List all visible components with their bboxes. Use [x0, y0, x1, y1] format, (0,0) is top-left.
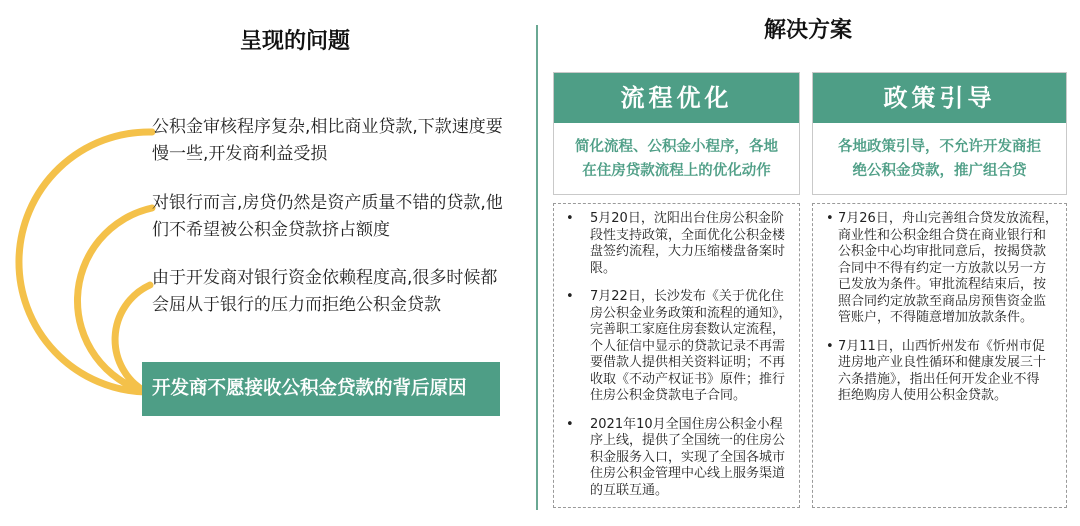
item-line: 7月11日，山西忻州发布《忻州市促	[838, 338, 1045, 354]
item-line: 序上线，提供了全国统一的住房公	[590, 433, 786, 448]
list-item	[566, 289, 795, 405]
card-header: 政策引导	[813, 73, 1066, 123]
list-item	[566, 211, 795, 277]
item-line: 收取《不动产权证书》原件；推行	[590, 371, 786, 387]
bullet-icon: •	[826, 338, 834, 354]
bullet-icon: •	[566, 416, 574, 432]
item-line: 住房公积金贷款电子合同。	[590, 388, 747, 403]
issue-line: 公积金审核程序复杂,相比商业贷款,下款速度要	[152, 117, 503, 137]
bullet-icon: •	[826, 211, 834, 226]
item-line: 7月22日，长沙发布《关于优化住	[590, 289, 784, 304]
subtitle-line: 绝公积金贷款，推广组合贷	[852, 162, 1027, 179]
card-header: 流程优化	[554, 73, 799, 123]
item-line: 管账户，不得随意增加放款条件。	[838, 310, 1034, 325]
issue-text	[152, 114, 503, 168]
issue-line: 会屈从于银行的压力而拒绝公积金贷款	[152, 295, 441, 315]
item-line: 住房公积金管理中心线上服务渠道	[590, 466, 786, 481]
subtitle-line: 简化流程、公积金小程序，各地	[575, 138, 778, 155]
card-subtitle	[813, 123, 1066, 194]
list-item	[826, 338, 1062, 405]
item-line: 积金服务入口，实现了全国各城市	[590, 449, 786, 465]
item-line: 拒绝购房人使用公积金贷款。	[838, 388, 1008, 403]
item-line: 完善职工家庭住房套数认定流程，	[590, 322, 786, 337]
process-details-list	[553, 203, 800, 508]
item-line: 个人征信中显示的贷款记录不再需	[590, 338, 786, 354]
item-line: 要借款人提供相关资料证明；不再	[590, 355, 786, 370]
issue-line: 们不希望被公积金贷款挤占额度	[152, 220, 390, 240]
bullet-icon: •	[566, 211, 574, 226]
item-line: 商业性和公积金组合贷在商业银行和	[838, 227, 1047, 243]
issue-line: 由于开发商对银行资金依赖程度高,很多时候都	[152, 268, 498, 288]
policy-details-list	[812, 203, 1067, 508]
item-line: 进房地产业良性循环和健康发展三十	[838, 355, 1047, 370]
middle-arc	[77, 208, 152, 392]
item-line: 段性支持政策，全面优化公积金楼	[590, 227, 786, 243]
item-line: 2021年10月全国住房公积金小程	[590, 416, 783, 432]
section-divider	[536, 25, 538, 510]
issue-line: 对银行而言,房贷仍然是资产质量不错的贷款,他	[152, 193, 503, 213]
card-subtitle	[554, 123, 799, 194]
item-line: 的互联互通。	[590, 482, 669, 498]
list-item	[826, 211, 1062, 327]
issue-text	[152, 190, 503, 244]
item-line: 合同中不得有约定一方放款以另一方	[838, 260, 1047, 276]
issue-line: 慢一些,开发商利益受损	[152, 144, 328, 164]
subtitle-line: 各地政策引导，不允许开发商拒	[838, 138, 1041, 155]
item-line: 盘签约流程，大力压缩楼盘备案时	[590, 244, 786, 259]
subtitle-line: 在住房贷款流程上的优化动作	[582, 162, 771, 179]
issue-text	[152, 265, 497, 319]
item-line: 7月26日，舟山完善组合贷发放流程，	[838, 211, 1058, 226]
bullet-icon: •	[566, 289, 574, 304]
solution-card-policy	[812, 72, 1067, 195]
list-item	[566, 416, 795, 500]
conclusion-banner: 开发商不愿接收公积金贷款的背后原因	[142, 362, 500, 416]
item-line: 公积金中心均审批同意后，按揭贷款	[838, 244, 1047, 259]
item-line: 照合同约定放款至商品房预售资金监	[838, 293, 1047, 309]
item-line: 已发放为条件。审批流程结束后，按	[838, 277, 1047, 292]
item-line: 六条措施》，指出任何开发企业不得	[838, 371, 1040, 387]
problems-title: 呈现的问题	[239, 29, 350, 54]
solution-card-process	[553, 72, 800, 195]
item-line: 限。	[590, 260, 617, 276]
item-line: 房公积金业务政策和流程的通知》，	[590, 305, 792, 321]
item-line: 5月20日，沈阳出台住房公积金阶	[590, 211, 784, 226]
solutions-title: 解决方案	[763, 18, 852, 43]
